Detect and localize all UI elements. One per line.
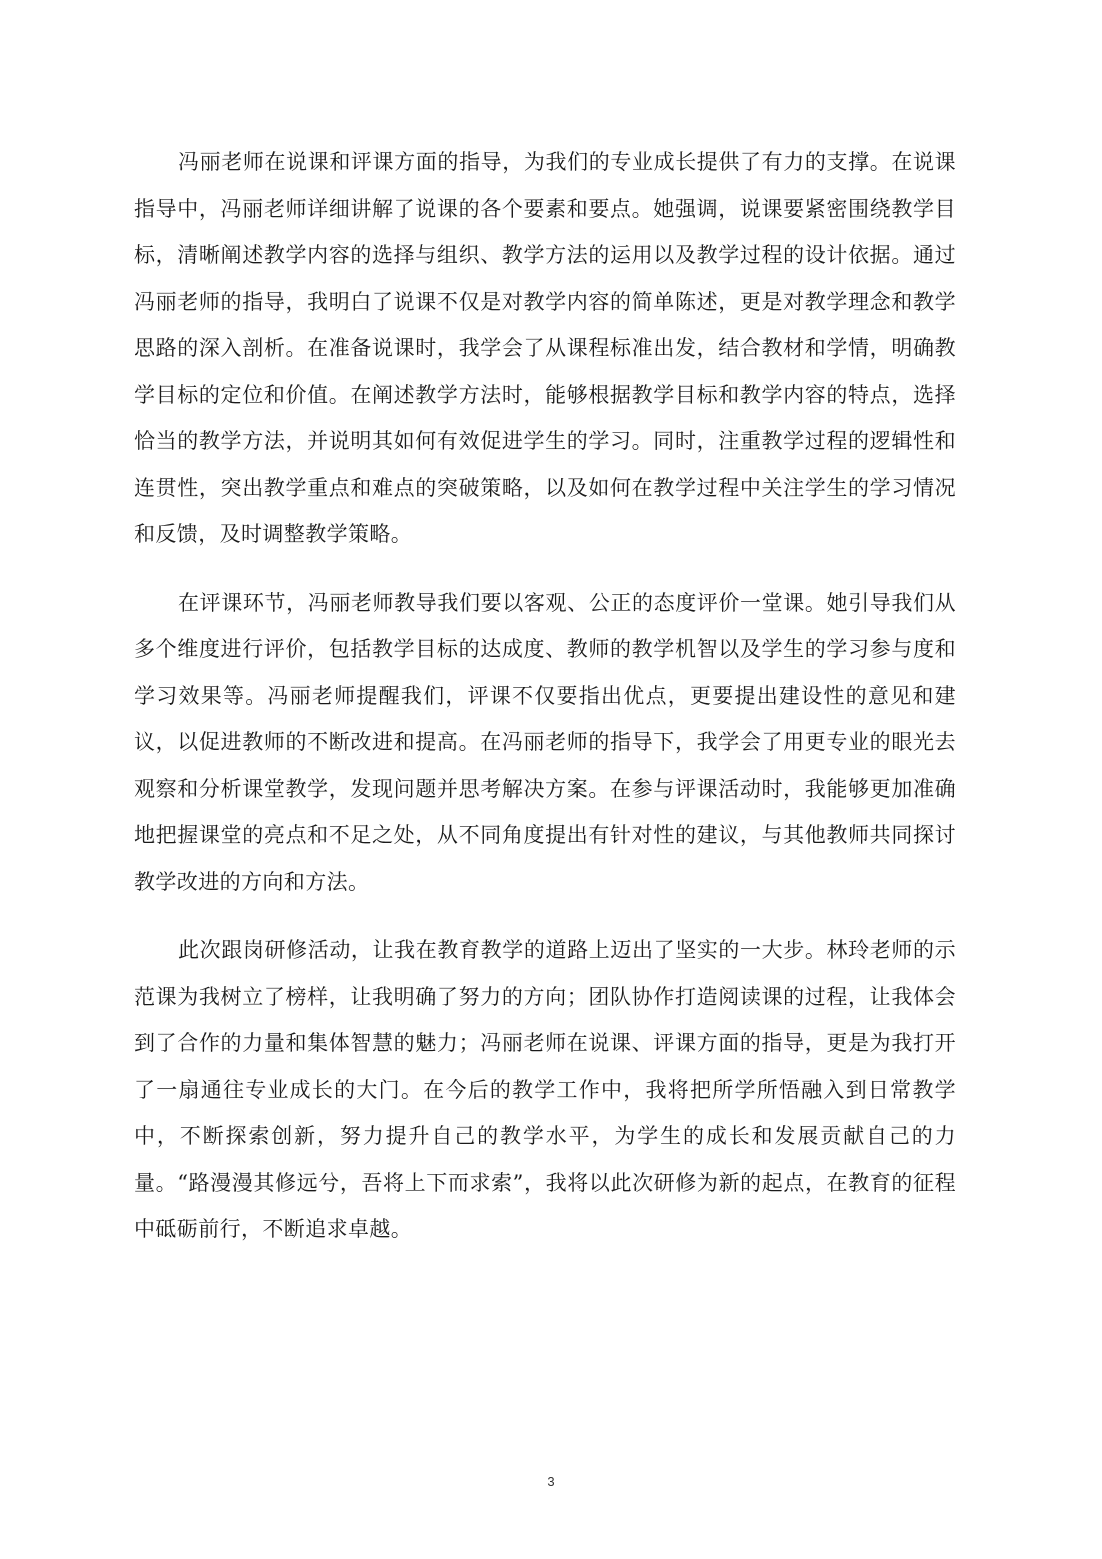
paragraph-conclusion: 此次跟岗研修活动，让我在教育教学的道路上迈出了坚实的一大步。林玲老师的示范课为我树立了榜样，让我明确了努力的方向；团队协作打造阅读课的过程，让我体会到了合作的力量和集体智慧的魅力；冯丽老师在说课、评课方面的指导，更是为我打开了一扇通往专业成长的大门。在今后的教学工作中，我将把所学所悟融入到日常教学中，不断探索创新，努力提升自己的教学水平，为学生的成长和发展贡献自己的力量。“路漫漫其修远兮，吾将上下而求索”，我将以此次研修为新的起点，在教育的征程中砥砺前行，不断追求卓越。 [134,938,956,1241]
page-body [134,139,956,1275]
page-number: 3 [547,1474,555,1489]
paragraph-lesson-evaluation: 在评课环节，冯丽老师教导我们要以客观、公正的态度评价一堂课。她引导我们从多个维度进行评价，包括教学目标的达成度、教师的教学机智以及学生的学习参与度和学习效果等。冯丽老师提醒我们，评课不仅要指出优点，更要提出建设性的意见和建议，以促进教师的不断改进和提高。在冯丽老师的指导下，我学会了用更专业的眼光去观察和分析课堂教学，发现问题并思考解决方案。在参与评课活动时，我能够更加准确地把握课堂的亮点和不足之处，从不同角度提出有针对性的建议，与其他教师共同探讨教学改进的方向和方法。 [134,590,956,894]
paragraph-lecture-guidance: 冯丽老师在说课和评课方面的指导，为我们的专业成长提供了有力的支撑。在说课指导中，冯丽老师详细讲解了说课的各个要素和要点。她强调，说课要紧密围绕教学目标，清晰阐述教学内容的选择与组织、教学方法的运用以及教学过程的设计依据。通过冯丽老师的指导，我明白了说课不仅是对教学内容的简单陈述，更是对教学理念和教学思路的深入剖析。在准备说课时，我学会了从课程标准出发，结合教材和学情，明确教学目标的定位和价值。在阐述教学方法时，能够根据教学目标和教学内容的特点，选择恰当的教学方法，并说明其如何有效促进学生的学习。同时，注重教学过程的逻辑性和连贯性，突出教学重点和难点的突破策略，以及如何在教学过程中关注学生的学习情况和反馈，及时调整教学策略。 [134,150,956,546]
